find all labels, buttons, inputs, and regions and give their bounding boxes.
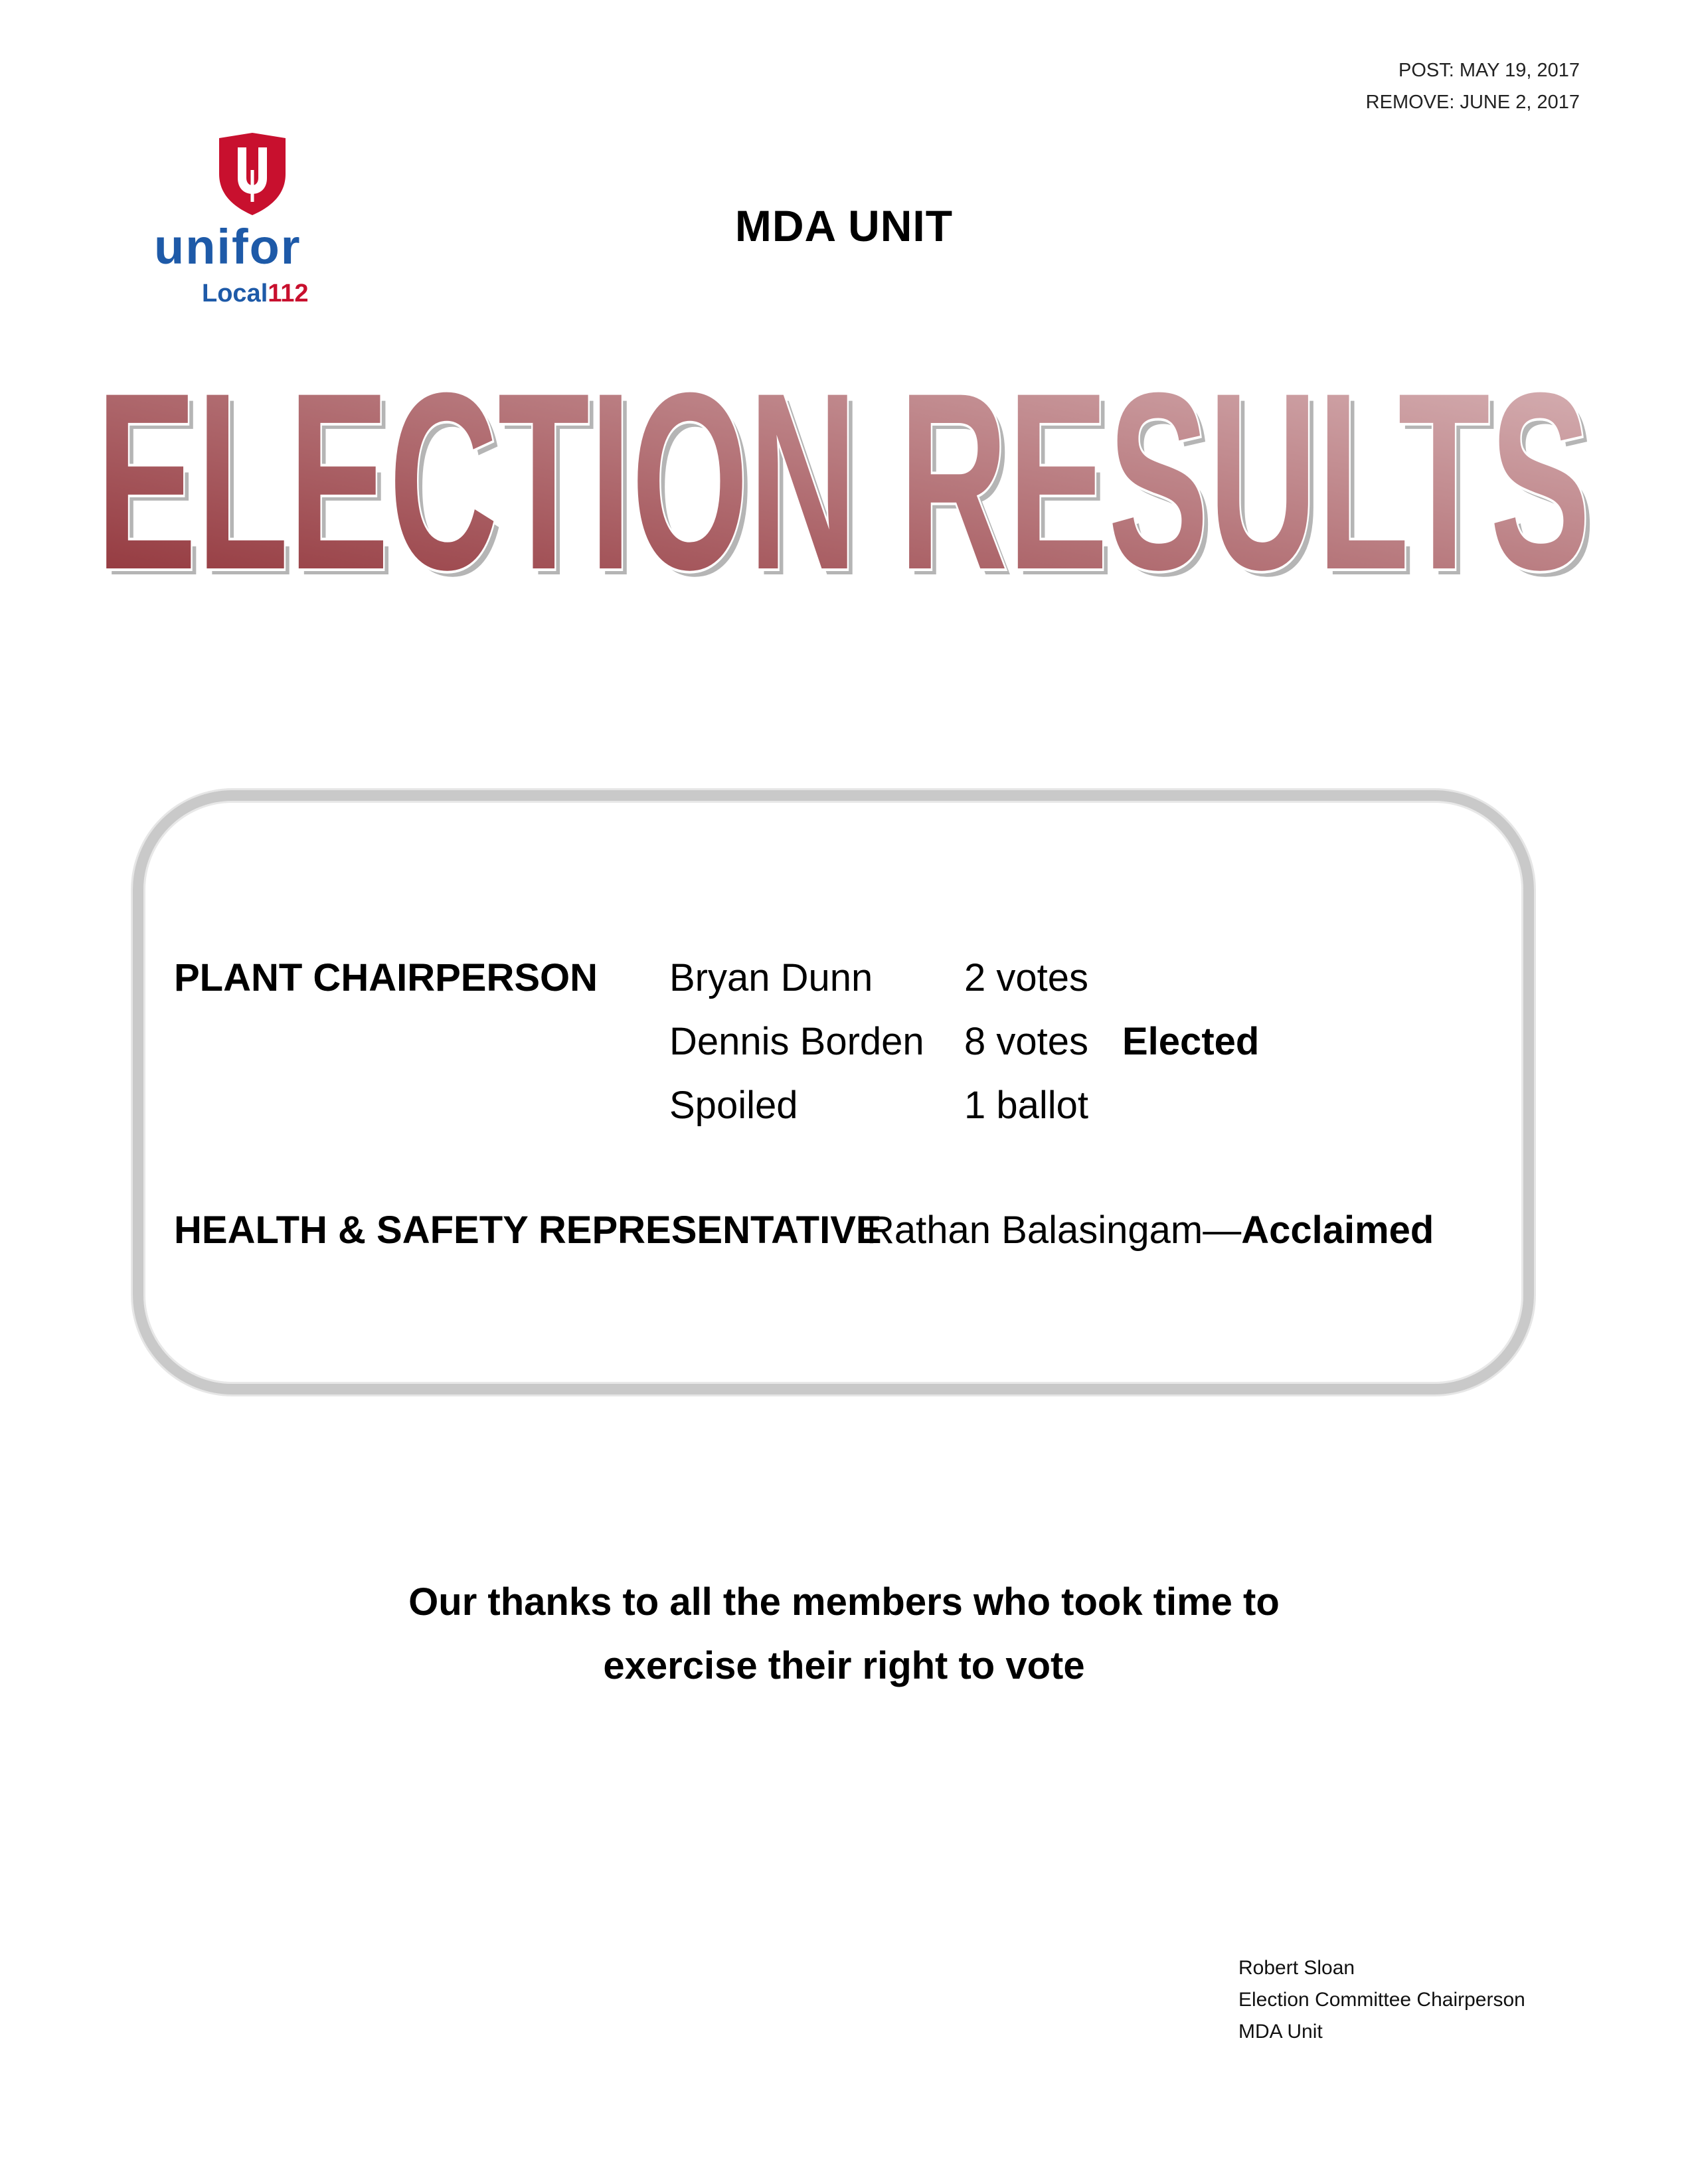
elected-status: Elected xyxy=(1122,1020,1260,1063)
post-date: POST: MAY 19, 2017 xyxy=(1398,60,1580,81)
signer-unit: MDA Unit xyxy=(1238,2021,1323,2043)
candidate-name: Dennis Borden xyxy=(669,1020,924,1063)
banner-title: ELECTION RESULTS xyxy=(96,372,1590,604)
candidate-name: Bryan Dunn xyxy=(669,956,873,999)
thanks-message xyxy=(0,1570,1688,1698)
posting-dates xyxy=(1366,54,1580,118)
local-digits: 112 xyxy=(268,280,309,307)
local-word: Local xyxy=(202,280,268,307)
candidate-name: Spoiled xyxy=(669,1084,798,1127)
thanks-line-2: exercise their right to vote xyxy=(603,1644,1085,1687)
candidate-votes: 2 votes xyxy=(964,956,1088,999)
remove-date: REMOVE: JUNE 2, 2017 xyxy=(1365,92,1580,113)
unit-title: MDA UNIT xyxy=(734,201,954,250)
signer-title: Election Committee Chairperson xyxy=(1238,1989,1525,2011)
candidate-votes: 8 votes xyxy=(964,1020,1088,1063)
acclaimed-status: Acclaimed xyxy=(1241,1209,1434,1252)
health-safety-result xyxy=(867,1199,1434,1262)
plant-chairperson-label: PLANT CHAIRPERSON xyxy=(174,956,598,999)
election-results-banner xyxy=(86,372,1607,604)
banner-title-shadow: ELECTION RESULTS xyxy=(102,372,1596,604)
signature-block xyxy=(1238,1952,1525,2048)
candidate-votes: 1 ballot xyxy=(964,1084,1089,1127)
thanks-line-1: Our thanks to all the members who took time to xyxy=(408,1580,1280,1624)
local-number xyxy=(202,280,309,307)
health-safety-label: HEALTH & SAFETY REPRESENTATIVE xyxy=(174,1209,882,1252)
unifor-wordmark: unifor xyxy=(154,219,301,274)
dash-separator: — xyxy=(1203,1209,1242,1252)
results-box xyxy=(133,790,1534,1394)
candidate-name: Rathan Balasingam xyxy=(867,1209,1203,1252)
signer-name: Robert Sloan xyxy=(1238,1957,1355,1979)
